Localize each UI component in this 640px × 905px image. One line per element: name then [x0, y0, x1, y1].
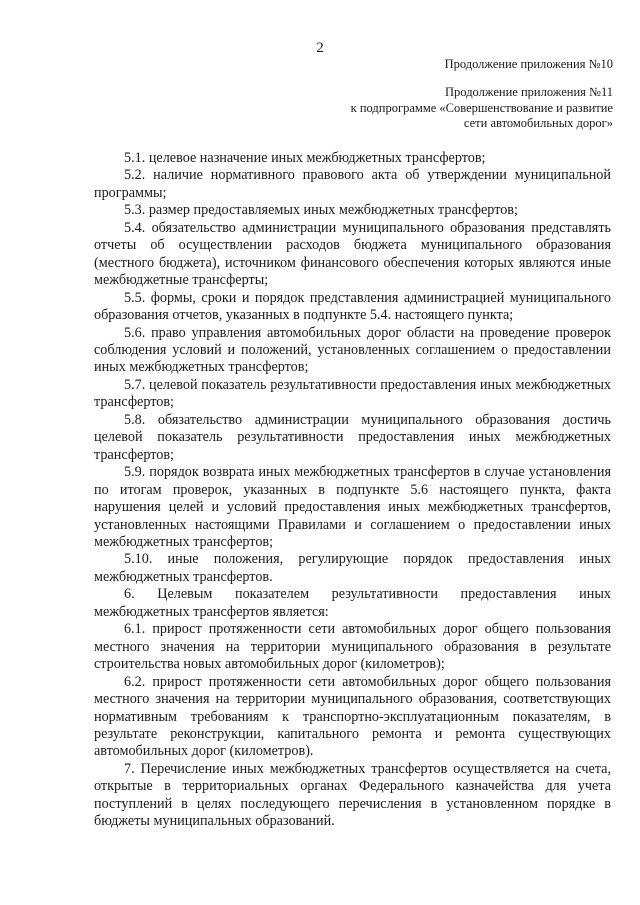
clause-6: 6. Целевым показателем результативности предоставления иных межбюджетных трансфертов является:	[94, 586, 611, 620]
appendix-continuation-header	[445, 57, 613, 73]
clause-5-8: 5.8. обязательство администрации муниципального образования достичь целевой показатель результативности предоставления иных межбюджетных трансфертов;	[94, 411, 611, 463]
clause-6-1: 6.1. прирост протяженности сети автомобильных дорог общего пользования местного значения на территории муниципального образования в результате строительства новых автомобильных дорог (километров);	[94, 621, 611, 673]
clause-5-6: 5.6. право управления автомобильных дорог области на проведение проверок соблюдения условий и положений, установленных соглашением о предоставлении иных межбюджетных трансфертов;	[94, 324, 611, 376]
document-body	[94, 150, 611, 831]
clause-5-4: 5.4. обязательство администрации муниципального образования представлять отчеты об осуществлении расходов бюджета муниципального образования (местного бюджета), источником финансового обеспечения которых являются иные межбюджетные трансферты;	[94, 219, 611, 289]
appendix-continuation-line: Продолжение приложения №10	[444, 57, 613, 71]
subprogram-header-line: сети автомобильных дорог»	[463, 116, 613, 130]
clause-5-2: 5.2. наличие нормативного правового акта об утверждении муниципальной программы;	[94, 167, 611, 201]
clause-7: 7. Перечисление иных межбюджетных трансфертов осуществляется на счета, открытые в территориальных органах Федерального казначейства для учета поступлений в целях последующего перечисления в установленном порядке в бюджеты муниципальных образований.	[94, 760, 611, 830]
clause-6-2: 6.2. прирост протяженности сети автомобильных дорог общего пользования местного значения на территории муниципального образования, соответствующих нормативным требованиям к транспортно-эксплуатационным показателям, в результате реконструкции, капитального ремонта и ремонта существующих автомобильных дорог (километров).	[94, 673, 611, 760]
clause-5-10: 5.10. иные положения, регулирующие порядок предоставления иных межбюджетных трансфертов.	[94, 551, 611, 585]
clause-5-1: 5.1. целевое назначение иных межбюджетных трансфертов;	[124, 150, 486, 166]
page-number: 2	[316, 40, 324, 56]
clause-5-9: 5.9. порядок возврата иных межбюджетных трансфертов в случае установления по итогам проверок, указанных в подпункте 5.6 настоящего пункта, факта нарушения целей и условий предоставления иных межбюджетных трансфертов, установленных настоящими Правилами и соглашением о предоставлении иных межбюджетных трансфертов;	[94, 464, 611, 550]
clause-5-3: 5.3. размер предоставляемых иных межбюджетных трансфертов;	[124, 202, 518, 219]
subprogram-header-line: к подпрограмме «Совершенствование и развитие	[350, 100, 613, 115]
clause-5-7: 5.7. целевой показатель результативности предоставления иных межбюджетных трансфертов;	[94, 376, 611, 411]
subprogram-header	[351, 85, 613, 132]
subprogram-header-line: Продолжение приложения №11	[445, 85, 613, 99]
clause-5-5: 5.5. формы, сроки и порядок представления администрацией муниципального образования отчетов, указанных в подпункте 5.4. настоящего пункта;	[94, 289, 611, 324]
